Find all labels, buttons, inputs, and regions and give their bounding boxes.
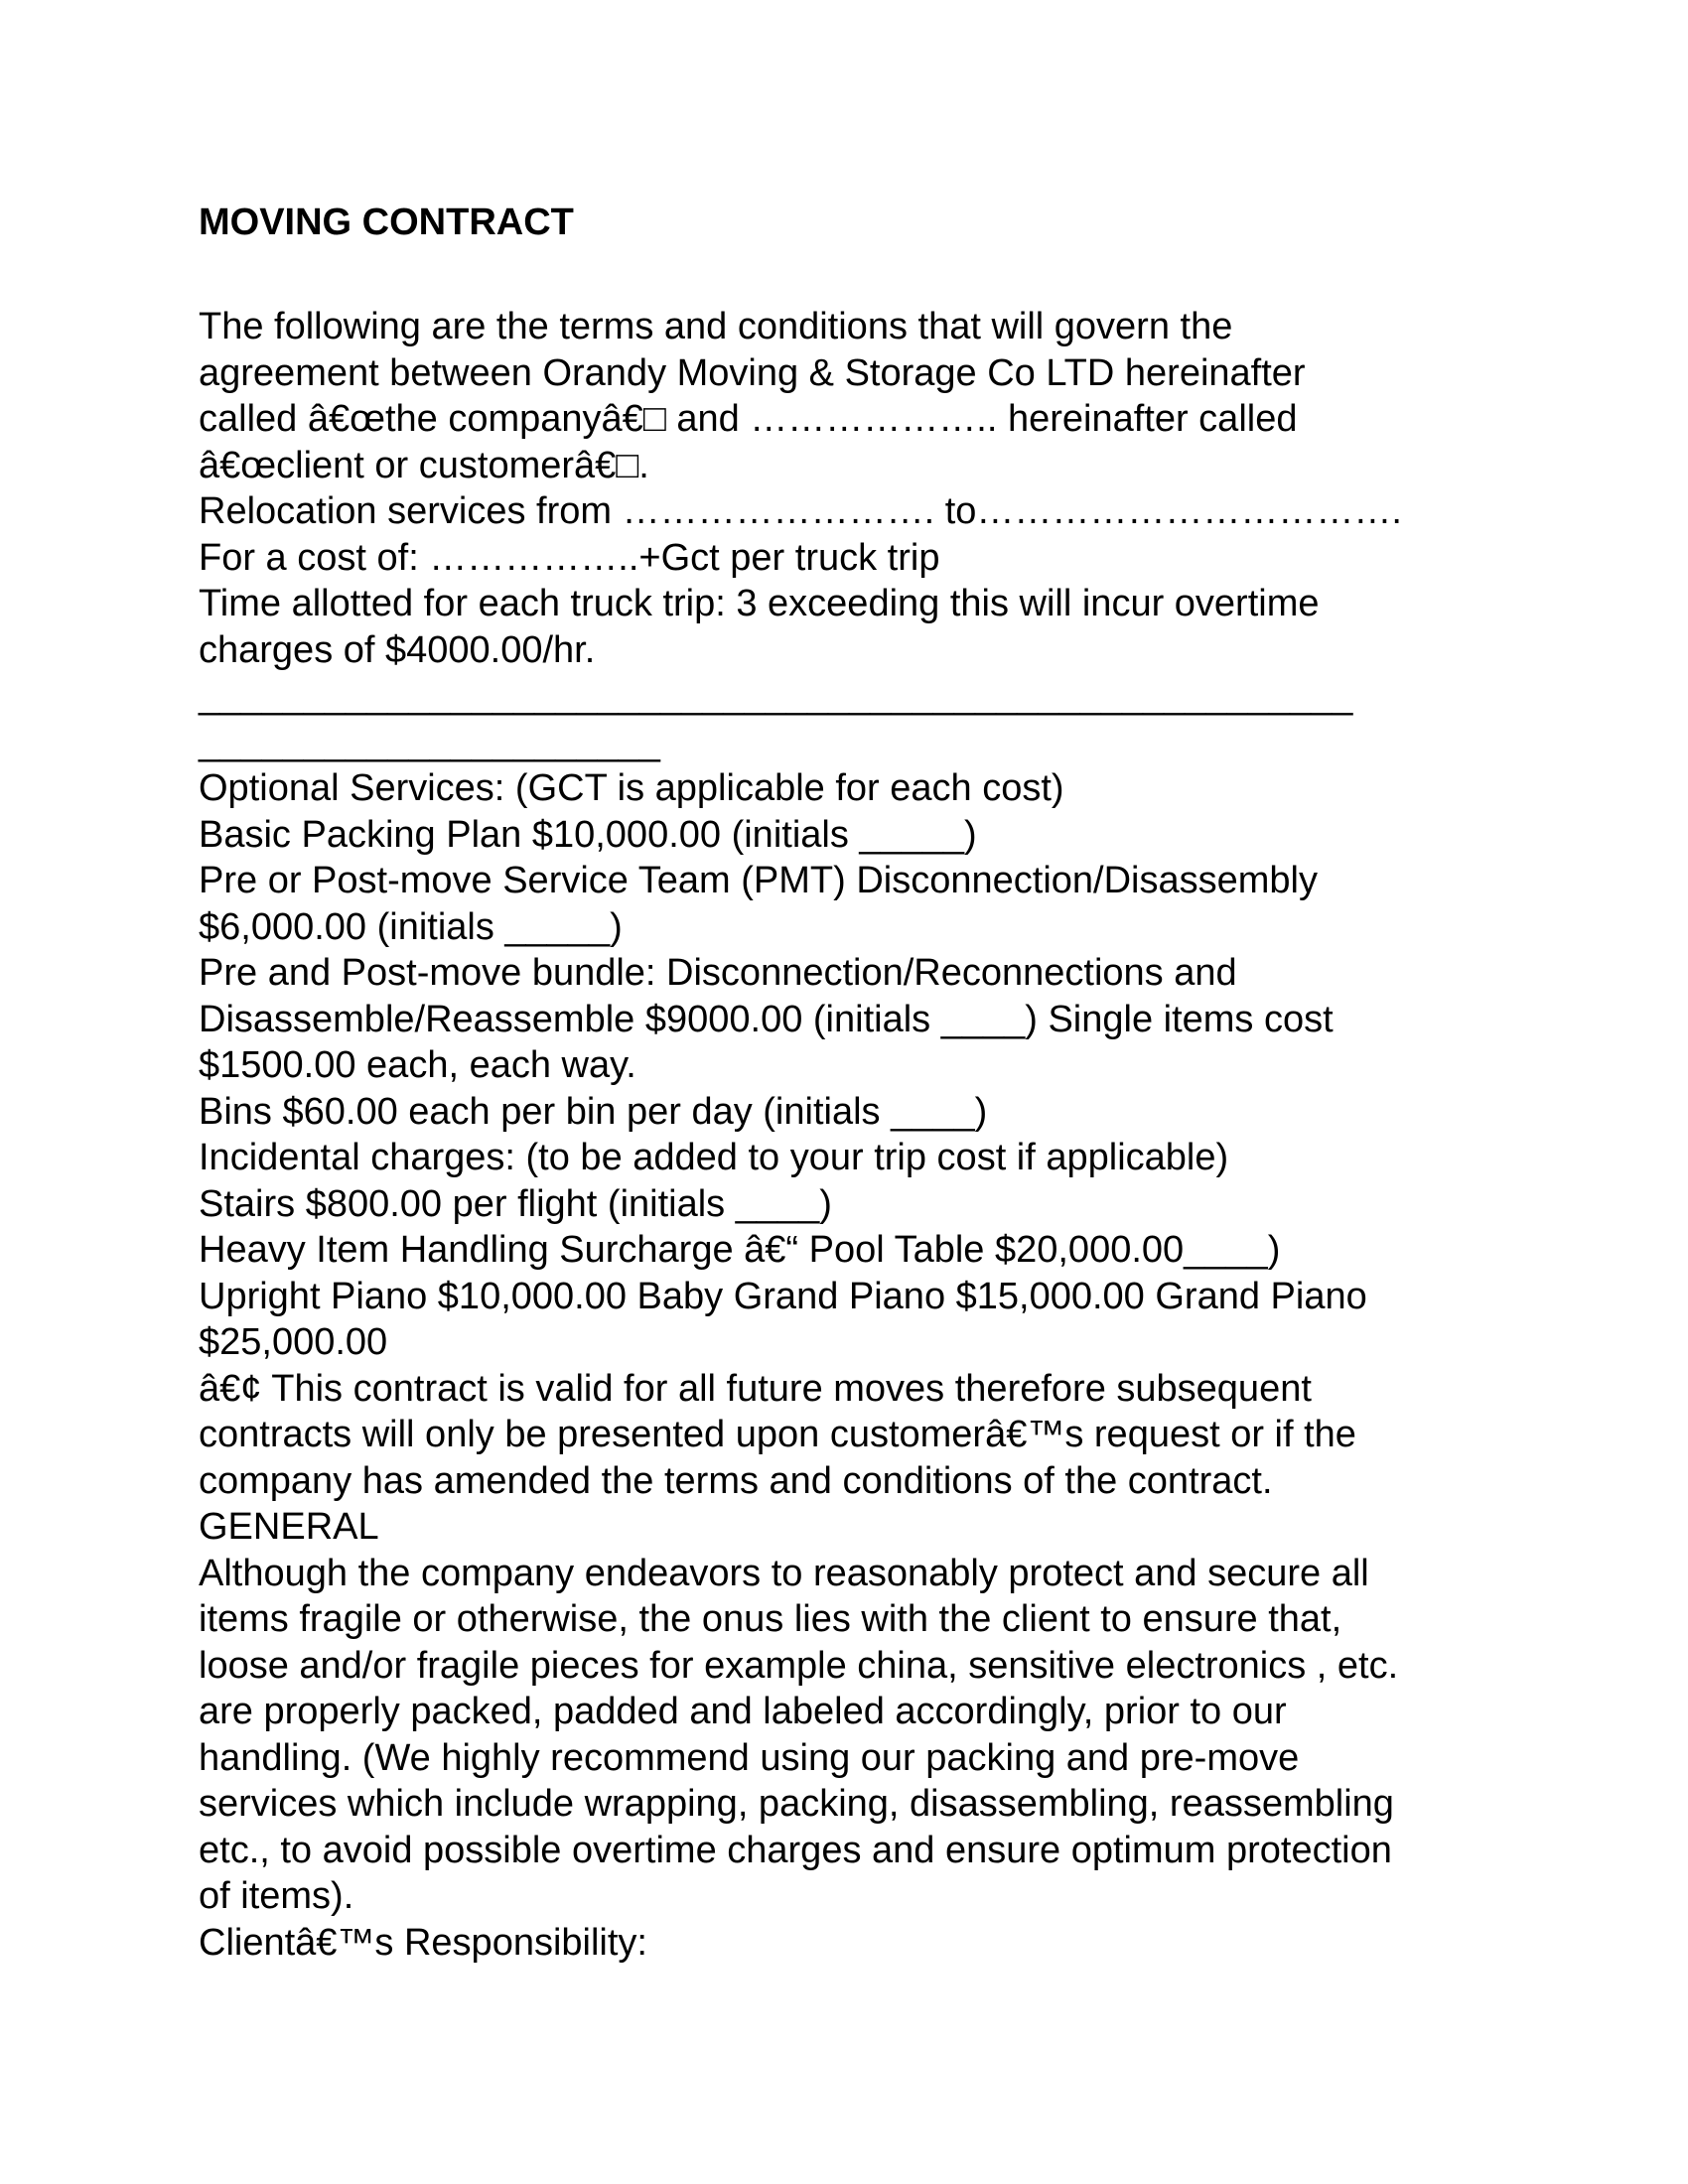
body-line: Bins $60.00 each per bin per day (initials ____)	[199, 1090, 988, 1133]
body-line: The following are the terms and conditions that will govern the	[199, 306, 1233, 347]
document-content	[199, 195, 1509, 1966]
body-line: services which include wrapping, packing, disassembling, reassembling	[199, 1783, 1394, 1825]
body-line: Time allotted for each truck trip: 3 exceeding this will incur overtime	[199, 583, 1320, 624]
body-line: loose and/or fragile pieces for example china, sensitive electronics , etc.	[199, 1644, 1399, 1687]
body-line: etc., to avoid possible overtime charges and ensure optimum protection	[199, 1829, 1392, 1871]
body-line: contracts will only be presented upon customerâ€™s request or if the	[199, 1414, 1356, 1455]
body-line: For a cost of: ……………..+Gct per truck trip	[199, 536, 940, 579]
body-line: $25,000.00	[199, 1321, 388, 1363]
body-line: Pre or Post-move Service Team (PMT) Disconnection/Disassembly	[199, 860, 1318, 901]
body-line: are properly packed, padded and labeled accordingly, prior to our	[199, 1691, 1287, 1732]
body-line: called â€œthe companyâ€□ and ……………….. hereinafter called	[199, 398, 1298, 440]
document-title: MOVING CONTRACT	[199, 202, 574, 243]
separator-line: ______________________	[199, 721, 660, 763]
body-line: company has amended the terms and conditions of the contract.	[199, 1459, 1273, 1502]
body-line: $6,000.00 (initials _____)	[199, 905, 623, 948]
body-line: agreement between Orandy Moving & Storage Co LTD hereinafter	[199, 351, 1306, 394]
body-line: â€œclient or customerâ€□.	[199, 444, 649, 486]
body-line: â€¢ This contract is valid for all future moves therefore subsequent	[199, 1367, 1312, 1410]
body-line: Incidental charges: (to be added to your trip cost if applicable)	[199, 1137, 1229, 1178]
body-line: items fragile or otherwise, the onus lies with the client to ensure that,	[199, 1598, 1342, 1640]
body-line: handling. (We highly recommend using our packing and pre-move	[199, 1736, 1300, 1779]
body-line: charges of $4000.00/hr.	[199, 628, 596, 671]
section-heading-client-responsibility: Clientâ€™s Responsibility:	[199, 1921, 647, 1964]
body-line: of items).	[199, 1875, 354, 1917]
body-line: Pre and Post-move bundle: Disconnection/Reconnections and	[199, 952, 1237, 994]
body-line: Stairs $800.00 per flight (initials ____)	[199, 1182, 832, 1225]
body-line: Upright Piano $10,000.00 Baby Grand Piano $15,000.00 Grand Piano	[199, 1275, 1367, 1317]
separator-line: _______________________________________________________	[199, 675, 1353, 717]
body-line: Basic Packing Plan $10,000.00 (initials _____)	[199, 813, 977, 856]
section-heading-general: GENERAL	[199, 1506, 379, 1548]
body-line: Disassemble/Reassemble $9000.00 (initials ____) Single items cost	[199, 998, 1334, 1040]
body-line: Although the company endeavors to reasonably protect and secure all	[199, 1552, 1369, 1594]
body-line: Relocation services from ……………………. to…………………………….	[199, 490, 1402, 532]
document-body	[199, 304, 1509, 1966]
body-line: Heavy Item Handling Surcharge â€“ Pool Table $20,000.00____)	[199, 1229, 1281, 1271]
body-line: Optional Services: (GCT is applicable for each cost)	[199, 767, 1064, 809]
body-line: $1500.00 each, each way.	[199, 1044, 636, 1086]
